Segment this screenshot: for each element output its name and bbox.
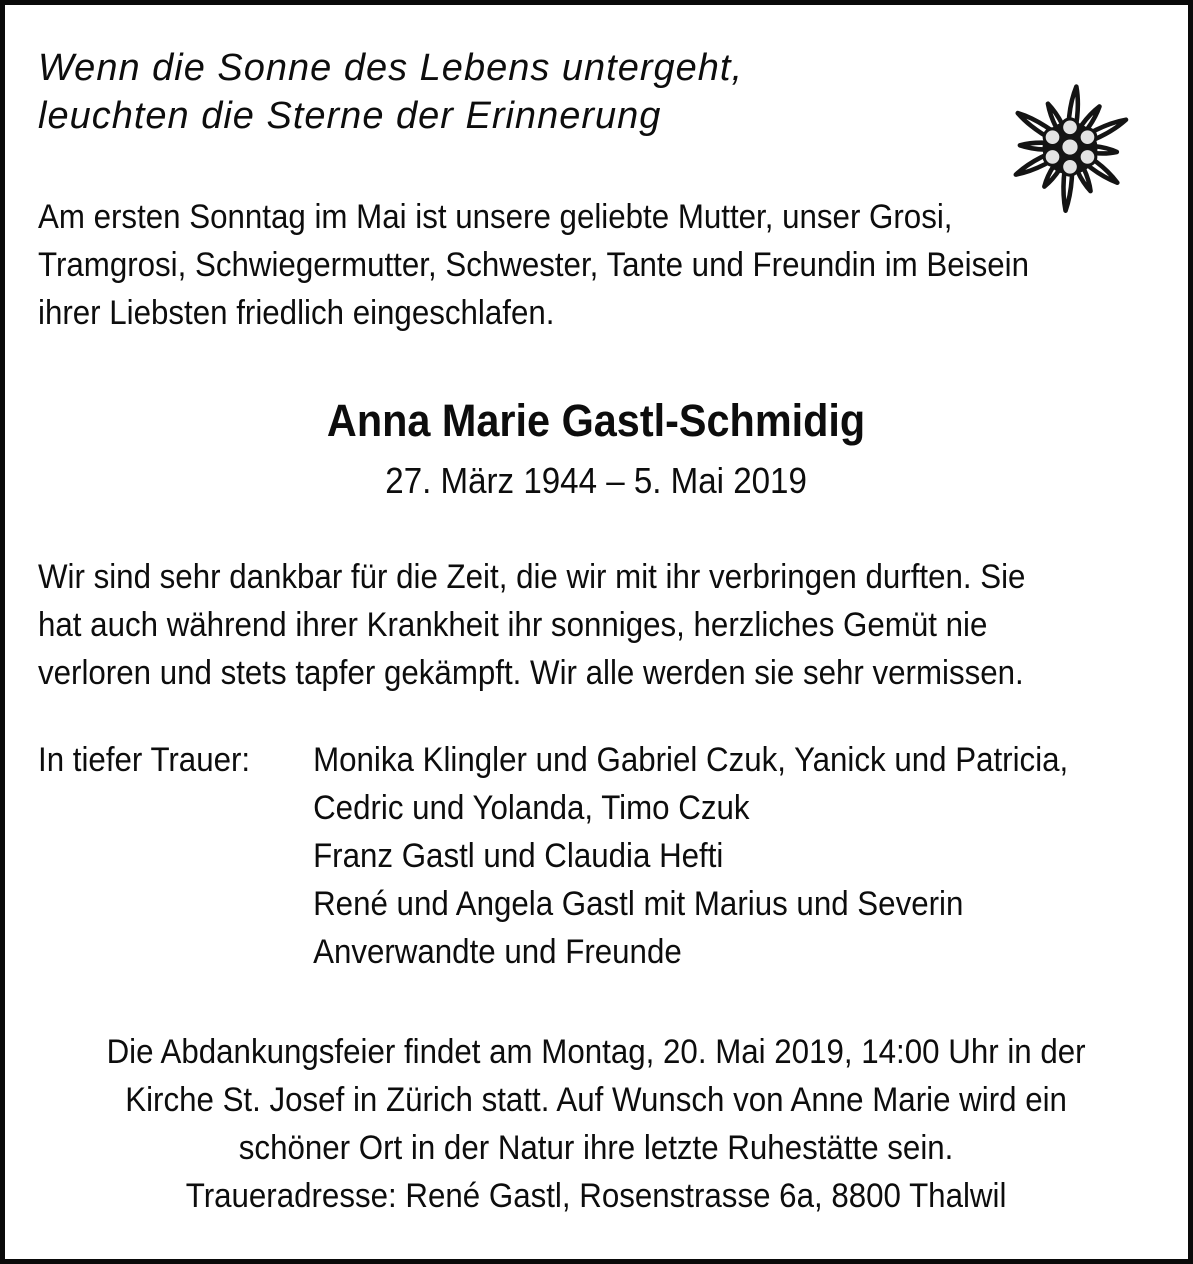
- mourner-line: Monika Klingler und Gabriel Czuk, Yanick und Patricia,: [313, 741, 1069, 779]
- mourners-list: [313, 736, 1155, 976]
- epigraph-line: Wenn die Sonne des Lebens untergeht,: [38, 47, 744, 89]
- mourner-line: René und Angela Gastl mit Marius und Severin: [313, 885, 964, 923]
- service-line: Die Abdankungsfeier findet am Montag, 20. Mai 2019, 14:00 Uhr in der: [107, 1033, 1086, 1071]
- notice-content: [5, 44, 1188, 1264]
- epigraph-line: leuchten die Sterne der Erinnerung: [38, 95, 662, 137]
- mourners-label: In tiefer Trauer:: [38, 741, 251, 779]
- mourner-line: Anverwandte und Freunde: [313, 933, 682, 971]
- service-line: schöner Ort in der Natur ihre letzte Ruhestätte sein.: [239, 1129, 954, 1167]
- epigraph: [38, 44, 1155, 140]
- service-line: Kirche St. Josef in Zürich statt. Auf Wunsch von Anne Marie wird ein: [125, 1081, 1068, 1119]
- intro-line: Tramgrosi, Schwiegermutter, Schwester, Tante und Freundin im Beisein: [38, 246, 1029, 284]
- tribute-line: Wir sind sehr dankbar für die Zeit, die wir mit ihr verbringen durften. Sie: [38, 558, 1026, 596]
- tribute-line: verloren und stets tapfer gekämpft. Wir alle werden sie sehr vermissen.: [38, 654, 1024, 692]
- mourner-line: Cedric und Yolanda, Timo Czuk: [313, 789, 750, 827]
- intro-paragraph: [38, 193, 1155, 337]
- mourners-section: [38, 736, 1155, 976]
- tribute-line: hat auch während ihrer Krankheit ihr sonniges, herzliches Gemüt nie: [38, 606, 988, 644]
- deceased-name: Anna Marie Gastl-Schmidig: [327, 395, 866, 446]
- mourner-line: Franz Gastl und Claudia Hefti: [313, 837, 724, 875]
- service-block: [38, 1028, 1155, 1220]
- life-dates: 27. März 1944 – 5. Mai 2019: [385, 460, 808, 501]
- intro-line: ihrer Liebsten friedlich eingeschlafen.: [38, 294, 555, 332]
- intro-line: Am ersten Sonntag im Mai ist unsere geliebte Mutter, unser Grosi,: [38, 198, 953, 236]
- tribute-paragraph: [38, 553, 1155, 697]
- condolence-address: Traueradresse: René Gastl, Rosenstrasse 6a, 8800 Thalwil: [186, 1177, 1007, 1215]
